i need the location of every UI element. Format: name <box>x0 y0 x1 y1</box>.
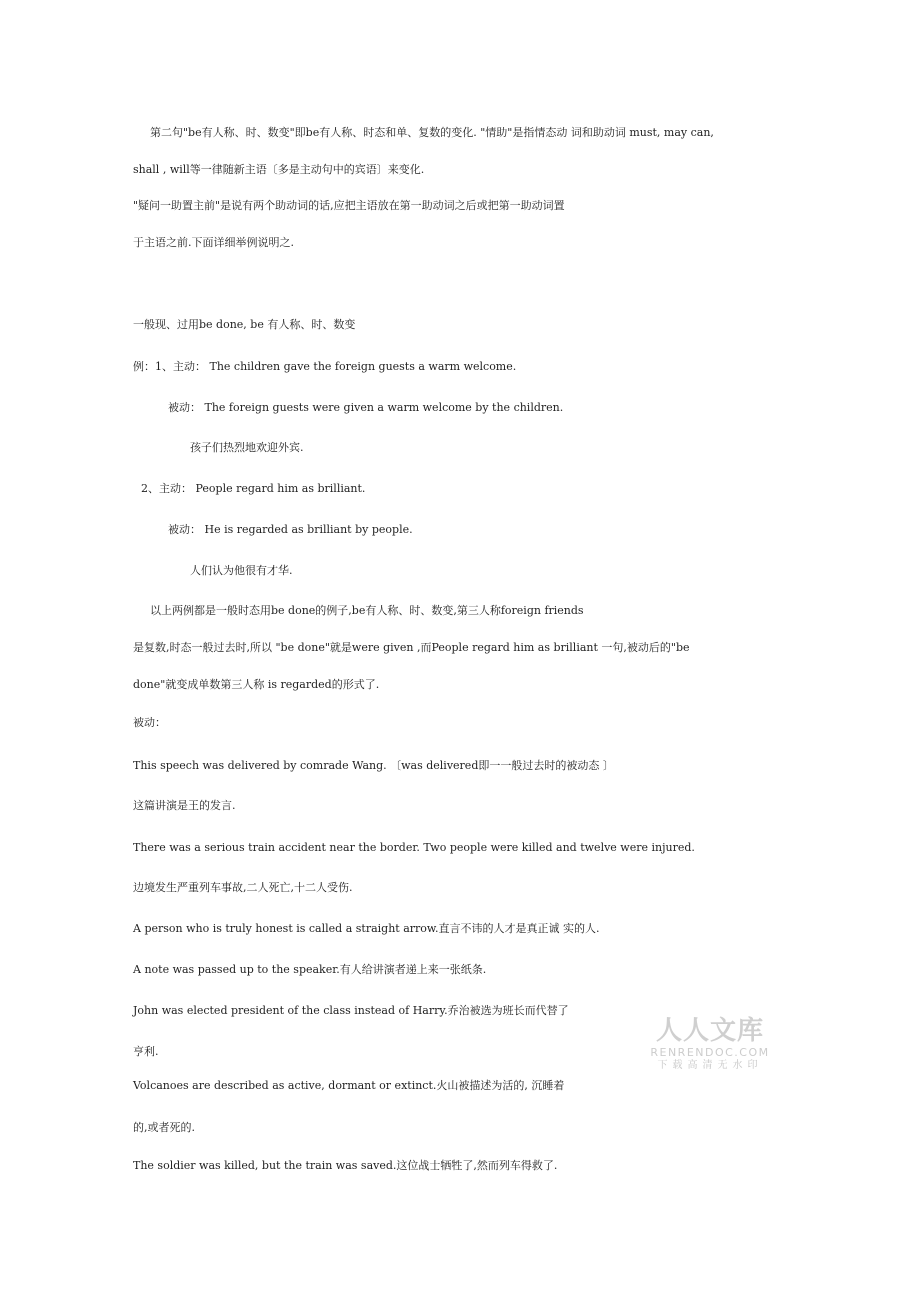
watermark-logo <box>648 1016 772 1073</box>
example-sentence: There was a serious train accident near the border. Two people were killed and twelve were injured. <box>133 841 695 854</box>
example-translation: 亨利. <box>133 1045 159 1058</box>
example-sentence: This speech was delivered by comrade Wang. 〔was delivered即一一般过去时的被动态 〕 <box>133 759 614 772</box>
watermark-title: 人人文库 <box>655 1016 764 1046</box>
example-sentence: Volcanoes are described as active, dormant or extinct.火山被描述为活的, 沉睡着 <box>133 1079 565 1092</box>
example-sentence: A person who is truly honest is called a straight arrow.直言不讳的人才是真正诚 实的人. <box>133 922 600 935</box>
paragraph-1-line-2: shall , will等一律随新主语〔多是主动句中的宾语〕来变化. <box>133 163 425 176</box>
example-translation: 这篇讲演是王的发言. <box>133 799 236 812</box>
section-heading: 一般现、过用be done, be 有人称、时、数变 <box>133 318 356 331</box>
example-2-passive: 被动： He is regarded as brilliant by people. <box>168 523 413 536</box>
example-1-active: 例：1、主动： The children gave the foreign guests a warm welcome. <box>133 360 517 373</box>
example-sentence: A note was passed up to the speaker.有人给讲演者递上来一张纸条. <box>133 963 487 976</box>
example-1-translation: 孩子们热烈地欢迎外宾. <box>190 441 304 454</box>
example-2-active: 2、主动： People regard him as brilliant. <box>141 482 366 495</box>
example-1-passive: 被动： The foreign guests were given a warm welcome by the children. <box>168 401 564 414</box>
watermark-subtitle: 下载高清无水印 <box>657 1060 763 1071</box>
explanation-line-3: done"就变成单数第三人称 is regarded的形式了. <box>133 678 380 691</box>
explanation-line-2: 是复数,时态一般过去时,所以 "be done"就是were given ,而People regard him as brilliant 一句,被动后的"be <box>133 641 690 654</box>
passive-label: 被动： <box>133 716 166 729</box>
example-sentence: The soldier was killed, but the train was saved.这位战士牺牲了,然而列车得救了. <box>133 1159 558 1172</box>
paragraph-1-line-1: 第二句"be有人称、时、数变"即be有人称、时态和单、复数的变化. "情助"是指情态动 词和助动词 must, may can, <box>150 126 714 139</box>
paragraph-2-line-2: 于主语之前.下面详细举例说明之. <box>133 236 294 249</box>
example-sentence: John was elected president of the class instead of Harry.乔治被选为班长而代替了 <box>133 1004 569 1017</box>
example-2-translation: 人们认为他很有才华. <box>190 564 293 577</box>
example-translation: 的,或者死的. <box>133 1121 195 1134</box>
explanation-line-1: 以上两例都是一般时态用be done的例子,be有人称、时、数变,第三人称foreign friends <box>150 604 584 617</box>
watermark-domain: RENRENDOC.COM <box>650 1046 770 1059</box>
example-translation: 边境发生严重列车事故,二人死亡,十二人受伤. <box>133 881 353 894</box>
paragraph-2-line-1: "疑问一助置主前"是说有两个助动词的话,应把主语放在第一助动词之后或把第一助动词置 <box>133 199 565 212</box>
